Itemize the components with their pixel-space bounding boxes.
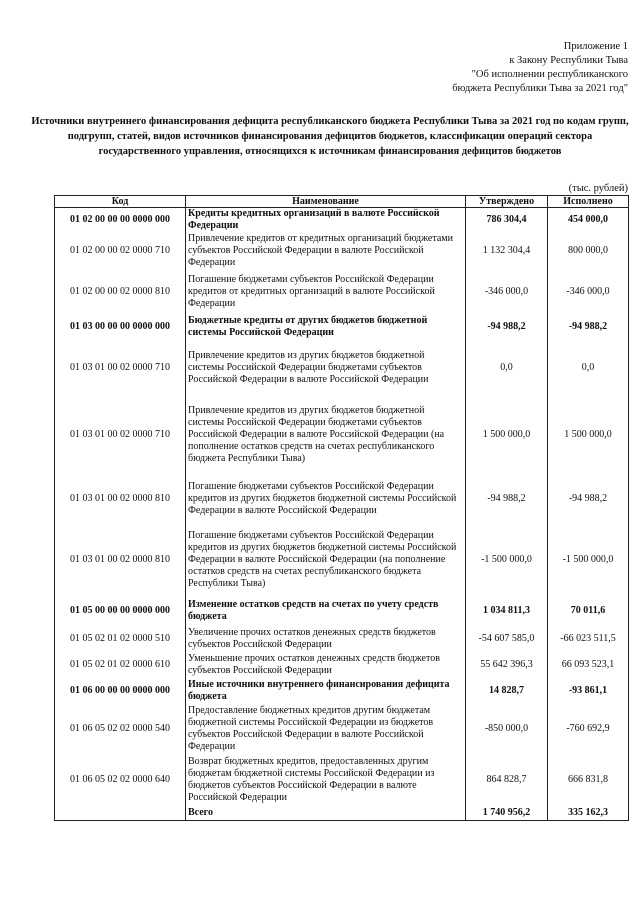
cell-code: 01 02 00 00 02 0000 710 <box>55 232 186 270</box>
cell-approved: -94 988,2 <box>466 314 548 340</box>
cell-approved: 0,0 <box>466 340 548 396</box>
table-row <box>55 652 629 678</box>
cell-name: Погашение бюджетами субъектов Российской Федерации кредитов из других бюджетов бюджетной системы Российской Федерации в валюте Российской Федерации <box>186 474 466 524</box>
cell-code: 01 03 01 00 02 0000 710 <box>55 340 186 396</box>
cell-code: 01 02 00 00 02 0000 810 <box>55 270 186 314</box>
column-header-executed: Исполнено <box>548 196 629 208</box>
cell-executed: -66 023 511,5 <box>548 626 629 652</box>
table-row <box>55 396 629 474</box>
cell-approved: 864 828,7 <box>466 754 548 806</box>
cell-executed: 1 500 000,0 <box>548 396 629 474</box>
table-row <box>55 340 629 396</box>
cell-code: 01 05 00 00 00 0000 000 <box>55 596 186 626</box>
table-row <box>55 754 629 806</box>
appendix-line: к Закону Республики Тыва <box>509 55 628 66</box>
appendix-line: "Об исполнении республиканского <box>471 69 628 80</box>
units-label: (тыс. рублей) <box>568 183 628 194</box>
table-row <box>55 232 629 270</box>
cell-name: Уменьшение прочих остатков денежных средств бюджетов субъектов Российской Федерации <box>186 652 466 678</box>
cell-approved: -346 000,0 <box>466 270 548 314</box>
cell-code: 01 03 00 00 00 0000 000 <box>55 314 186 340</box>
cell-name: Кредиты кредитных организаций в валюте Российской Федерации <box>186 208 466 233</box>
cell-name: Иные источники внутреннего финансирования дефицита бюджета <box>186 678 466 704</box>
appendix-line: Приложение 1 <box>563 41 628 52</box>
cell-code: 01 05 02 01 02 0000 510 <box>55 626 186 652</box>
cell-name: Всего <box>186 806 466 820</box>
cell-code: 01 06 05 02 02 0000 640 <box>55 754 186 806</box>
cell-executed: 66 093 523,1 <box>548 652 629 678</box>
cell-executed: -760 692,9 <box>548 704 629 754</box>
cell-executed: -93 861,1 <box>548 678 629 704</box>
cell-code: 01 02 00 00 00 0000 000 <box>55 208 186 233</box>
table-row <box>55 678 629 704</box>
cell-approved: 55 642 396,3 <box>466 652 548 678</box>
cell-executed: 335 162,3 <box>548 806 629 820</box>
cell-executed: 70 011,6 <box>548 596 629 626</box>
document-title: Источники внутреннего финансирования дефицита республиканского бюджета Республики Тыва за 2021 год по кодам групп, подгрупп, статей, видов источников финансирования дефицитов бюджетов, классификации операций сектора государственного управления, относящихся к источникам финансирования дефицитов бюджетов <box>31 116 629 157</box>
table-row <box>55 208 629 233</box>
table-total-row <box>55 806 629 820</box>
table-header-row <box>55 196 629 208</box>
cell-code: 01 06 00 00 00 0000 000 <box>55 678 186 704</box>
cell-approved: 1 740 956,2 <box>466 806 548 820</box>
cell-name: Возврат бюджетных кредитов, предоставленных другим бюджетам бюджетной системы Российской Федерации из бюджетов субъектов Российской Федерации в валюте Российской Федерации <box>186 754 466 806</box>
cell-name: Привлечение кредитов из других бюджетов бюджетной системы Российской Федерации бюджетами субъектов Российской Федерации в валюте Российской Федерации <box>186 340 466 396</box>
cell-executed: -1 500 000,0 <box>548 524 629 596</box>
cell-code: 01 03 01 00 02 0000 710 <box>55 396 186 474</box>
table-row <box>55 524 629 596</box>
column-header-approved: Утверждено <box>466 196 548 208</box>
table-row <box>55 270 629 314</box>
cell-name: Бюджетные кредиты от других бюджетов бюджетной системы Российской Федерации <box>186 314 466 340</box>
table-row <box>55 596 629 626</box>
cell-executed: -94 988,2 <box>548 474 629 524</box>
appendix-note <box>328 40 628 96</box>
cell-name: Привлечение кредитов из других бюджетов бюджетной системы Российской Федерации бюджетами субъектов Российской Федерации в валюте Российской Федерации (на пополнение остатков средств на счетах республиканского бюджета Республики Тыва) <box>186 396 466 474</box>
table-row <box>55 704 629 754</box>
cell-approved: 1 132 304,4 <box>466 232 548 270</box>
cell-name: Погашение бюджетами субъектов Российской Федерации кредитов от кредитных организаций в валюте Российской Федерации <box>186 270 466 314</box>
cell-code: 01 05 02 01 02 0000 610 <box>55 652 186 678</box>
cell-name: Увеличение прочих остатков денежных средств бюджетов субъектов Российской Федерации <box>186 626 466 652</box>
cell-executed: -346 000,0 <box>548 270 629 314</box>
table-row <box>55 626 629 652</box>
cell-name: Привлечение кредитов от кредитных организаций бюджетами субъектов Российской Федерации в валюте Российской Федерации <box>186 232 466 270</box>
financing-sources-table <box>54 195 629 821</box>
cell-code: 01 03 01 00 02 0000 810 <box>55 524 186 596</box>
cell-executed: -94 988,2 <box>548 314 629 340</box>
cell-executed: 666 831,8 <box>548 754 629 806</box>
table-row <box>55 314 629 340</box>
column-header-name: Наименование <box>186 196 466 208</box>
appendix-line: бюджета Республики Тыва за 2021 год" <box>452 83 628 94</box>
cell-approved: 14 828,7 <box>466 678 548 704</box>
cell-code: 01 03 01 00 02 0000 810 <box>55 474 186 524</box>
cell-name: Изменение остатков средств на счетах по учету средств бюджета <box>186 596 466 626</box>
cell-name: Погашение бюджетами субъектов Российской Федерации кредитов из других бюджетов бюджетной системы Российской Федерации в валюте Российской Федерации (на пополнение остатков средств на счетах республиканского бюджета Республики Тыва) <box>186 524 466 596</box>
cell-approved: 1 034 811,3 <box>466 596 548 626</box>
cell-executed: 454 000,0 <box>548 208 629 233</box>
table-row <box>55 474 629 524</box>
cell-approved: 786 304,4 <box>466 208 548 233</box>
cell-code: 01 06 05 02 02 0000 540 <box>55 704 186 754</box>
cell-approved: -94 988,2 <box>466 474 548 524</box>
cell-approved: 1 500 000,0 <box>466 396 548 474</box>
cell-name: Предоставление бюджетных кредитов другим бюджетам бюджетной системы Российской Федерации из бюджетов субъектов Российской Федерации в валюте Российской Федерации <box>186 704 466 754</box>
cell-approved: -850 000,0 <box>466 704 548 754</box>
cell-executed: 0,0 <box>548 340 629 396</box>
cell-approved: -1 500 000,0 <box>466 524 548 596</box>
cell-code <box>55 806 186 820</box>
cell-executed: 800 000,0 <box>548 232 629 270</box>
column-header-code: Код <box>55 196 186 208</box>
cell-approved: -54 607 585,0 <box>466 626 548 652</box>
